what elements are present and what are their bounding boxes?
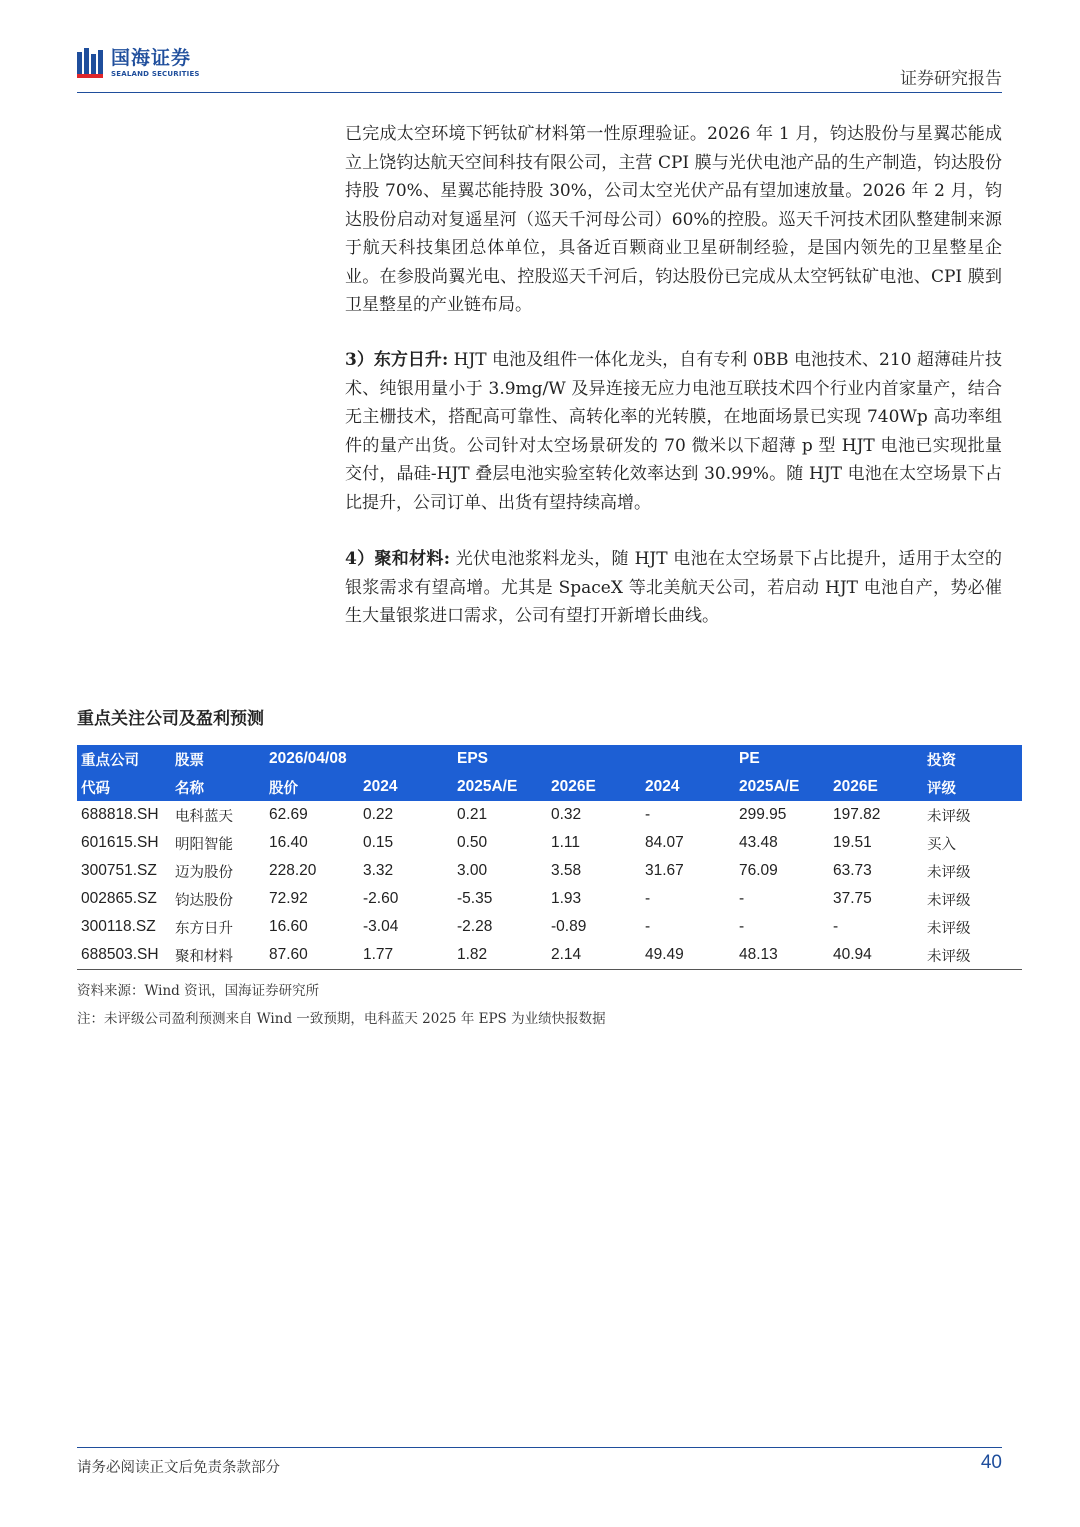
header-cell: 股票 <box>171 745 265 773</box>
stock-name: 明阳智能 <box>175 836 233 853</box>
eps-2025: -2.28 <box>457 918 493 935</box>
header-cell: 2025A/E <box>453 773 547 801</box>
pe-2024: 31.67 <box>645 862 684 879</box>
rating: 未评级 <box>927 920 971 937</box>
pe-2024: 49.49 <box>641 941 735 970</box>
pe-2024: - <box>645 890 651 907</box>
header-cell: PE <box>735 745 829 773</box>
stock-name: 聚和材料 <box>171 941 265 970</box>
header-cell: 2026E <box>829 773 923 801</box>
disclaimer-text: 请务必阅读正文后免责条款部分 <box>77 1460 280 1476</box>
stock-name: 东方日升 <box>175 920 233 937</box>
header-cell: 投资 <box>923 745 1022 773</box>
rating: 未评级 <box>927 808 971 825</box>
header-cell <box>359 745 453 773</box>
eps-2024: 3.32 <box>363 862 394 879</box>
header-cell <box>641 745 735 773</box>
logo-english-name: SEALAND SECURITIES <box>111 69 200 78</box>
header-cell: 评级 <box>923 773 1022 801</box>
table-row <box>77 941 1022 970</box>
pe-2025: - <box>739 918 745 935</box>
table-row <box>77 913 1022 941</box>
price: 87.60 <box>265 941 359 970</box>
header-cell: 2026/04/08 <box>265 745 359 773</box>
pe-2025: 299.95 <box>739 806 787 823</box>
pe-2026: 19.51 <box>833 834 872 851</box>
paragraph-juhe-materials <box>345 545 1002 631</box>
table-source: 资料来源：Wind 资讯，国海证券研究所 <box>77 983 320 999</box>
eps-2025: 1.82 <box>453 941 547 970</box>
table-note: 注：未评级公司盈利预测来自 Wind 一致预期，电科蓝天 2025 年 EPS 为业绩快报数据 <box>77 1011 606 1027</box>
paragraph-heading: 4）聚和材料: <box>345 549 450 569</box>
eps-2025: 0.21 <box>457 806 488 823</box>
pe-2026: 40.94 <box>829 941 923 970</box>
header-cell: 2024 <box>641 773 735 801</box>
rating: 未评级 <box>923 941 1022 970</box>
header-cell: 2025A/E <box>735 773 829 801</box>
header-cell <box>829 745 923 773</box>
table-row <box>77 857 1022 885</box>
table-row <box>77 885 1022 913</box>
header-cell: 名称 <box>171 773 265 801</box>
pe-2025: 48.13 <box>735 941 829 970</box>
header-cell: 代码 <box>77 773 171 801</box>
price: 16.60 <box>269 918 308 935</box>
eps-2026: -0.89 <box>551 918 587 935</box>
logo-icon <box>77 48 105 78</box>
paragraph-heading: 3）东方日升: <box>345 350 449 370</box>
stock-name: 电科蓝天 <box>175 808 233 825</box>
stock-code: 002865.SZ <box>81 890 157 907</box>
table-header-row <box>77 773 1022 801</box>
page-footer <box>77 1447 1002 1478</box>
rating: 未评级 <box>927 892 971 909</box>
paragraph-text: 已完成太空环境下钙钛矿材料第一性原理验证。2026 年 1 月，钧达股份与星翼芯能成立上饶钧达航天空间科技有限公司，主营 CPI 膜与光伏电池产品的生产制造，钧达股份持股 70%、星翼芯能持股 30%，公司太空光伏产品有望加速放量。2026 年 2 月，钧达股份启动对复遥星河（巡天千河母公司）60%的控股。巡天千河技术团队整建制来源于航天科技集团总体单位，具备近百颗商业卫星研制经验，是国内领先的卫星整星企业。在参股尚翼光电、控股巡天千河后，钧达股份已完成从太空钙钛矿电池、CPI 膜到卫星整星的产业链布局。 <box>345 124 1002 315</box>
eps-2024: 0.22 <box>363 806 394 823</box>
rating: 未评级 <box>927 864 971 881</box>
stock-code: 688818.SH <box>81 806 159 823</box>
stock-code: 601615.SH <box>81 834 159 851</box>
header-cell: EPS <box>453 745 547 773</box>
price: 16.40 <box>269 834 308 851</box>
company-logo <box>77 46 200 80</box>
report-type-label: 证券研究报告 <box>900 69 1002 89</box>
header-cell: 2024 <box>359 773 453 801</box>
eps-2026: 3.58 <box>551 862 582 879</box>
stock-code: 300118.SZ <box>81 918 156 935</box>
pe-2024: - <box>645 806 651 823</box>
paragraph-jingda <box>345 120 1002 320</box>
table-row <box>77 829 1022 857</box>
logo-chinese-name: 国海证券 <box>111 46 192 69</box>
paragraph-text: HJT 电池及组件一体化龙头，自有专利 0BB 电池技术、210 超薄硅片技术、纯银用量小于 3.9mg/W 及异连接无应力电池互联技术四个行业内首家量产，结合无主栅技术，搭配高可靠性、高转化率的光转膜，在地面场景已实现 740Wp 高功率组件的量产出货。公司针对太空场景研发的 70 微米以下超薄 p 型 HJT 电池已实现批量交付，晶硅-HJT 叠层电池实验室转化效率达到 30.99%。随 HJT 电池在太空场景下占比提升，公司订单、出货有望持续高增。 <box>345 350 1002 513</box>
pe-2026: 37.75 <box>833 890 872 907</box>
eps-2025: 3.00 <box>457 862 488 879</box>
eps-2024: -2.60 <box>363 890 399 907</box>
pe-2024: 84.07 <box>645 834 684 851</box>
eps-2026: 1.11 <box>551 834 581 851</box>
stock-name: 钧达股份 <box>175 892 233 909</box>
table-row <box>77 801 1022 829</box>
page-number: 40 <box>980 1452 1002 1473</box>
paragraph-dongfang-risun <box>345 346 1002 517</box>
pe-2026: 197.82 <box>833 806 881 823</box>
pe-2026: - <box>833 918 839 935</box>
eps-2026: 1.93 <box>551 890 582 907</box>
price: 228.20 <box>269 862 317 879</box>
stock-name: 迈为股份 <box>175 864 233 881</box>
eps-2025: -5.35 <box>457 890 493 907</box>
earnings-forecast-table <box>77 745 1022 970</box>
eps-2026: 0.32 <box>551 806 582 823</box>
paragraph-text: 光伏电池浆料龙头，随 HJT 电池在太空场景下占比提升，适用于太空的银浆需求有望高增。尤其是 SpaceX 等北美航天公司，若启动 HJT 电池自产，势必催生大量银浆进口需求，公司有望打开新增长曲线。 <box>345 549 1002 626</box>
table-title: 重点关注公司及盈利预测 <box>77 709 264 729</box>
rating: 买入 <box>927 836 956 853</box>
eps-2024: -3.04 <box>363 918 399 935</box>
table-header-row <box>77 745 1022 773</box>
eps-2026: 2.14 <box>547 941 641 970</box>
price: 72.92 <box>269 890 308 907</box>
pe-2026: 63.73 <box>833 862 872 879</box>
header-cell: 重点公司 <box>77 745 171 773</box>
eps-2025: 0.50 <box>457 834 488 851</box>
header-cell: 股价 <box>265 773 359 801</box>
pe-2025: 76.09 <box>739 862 778 879</box>
price: 62.69 <box>269 806 308 823</box>
eps-2024: 1.77 <box>359 941 453 970</box>
pe-2025: 43.48 <box>739 834 778 851</box>
stock-code: 688503.SH <box>77 941 171 970</box>
page-header <box>77 44 1002 93</box>
eps-2024: 0.15 <box>363 834 394 851</box>
pe-2025: - <box>739 890 745 907</box>
header-cell: 2026E <box>547 773 641 801</box>
header-cell <box>547 745 641 773</box>
stock-code: 300751.SZ <box>81 862 157 879</box>
pe-2024: - <box>645 918 651 935</box>
